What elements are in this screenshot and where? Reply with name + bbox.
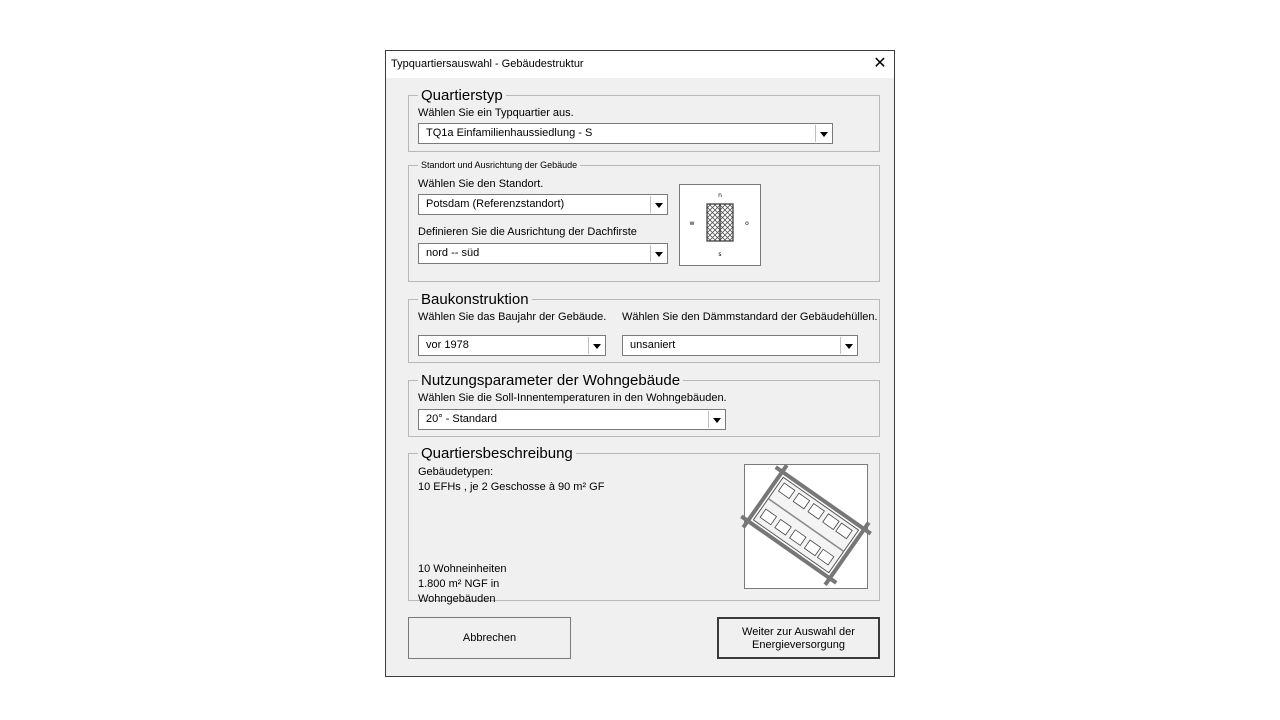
- insulation-select-value: unsaniert: [630, 339, 676, 351]
- quartierstyp-legend: Quartierstyp: [421, 87, 503, 104]
- year-select[interactable]: [418, 335, 606, 356]
- types-text: 10 EFHs , je 2 Geschosse à 90 m² GF: [418, 481, 605, 493]
- year-label: Wählen Sie das Baujahr der Gebäude.: [418, 311, 607, 323]
- units-text: 10 Wohneinheiten: [418, 563, 507, 575]
- cancel-button[interactable]: [408, 617, 571, 659]
- insulation-label: Wählen Sie den Dämmstandard der Gebäudehüllen.: [622, 311, 878, 323]
- cancel-button-label: Abbrechen: [462, 632, 517, 644]
- types-heading: Gebäudetypen:: [418, 466, 494, 478]
- description-text: [418, 465, 618, 605]
- chevron-down-icon[interactable]: [840, 337, 856, 354]
- location-label: Wählen Sie den Standort.: [418, 178, 544, 190]
- baukonstruktion-legend: Baukonstruktion: [421, 291, 529, 308]
- roof-orientation-icon: [680, 185, 760, 265]
- quarter-layout-image: [744, 464, 868, 589]
- compass-w: w: [689, 220, 695, 227]
- orientation-compass-image: [679, 184, 761, 266]
- orientation-select-value: nord -- süd: [426, 247, 480, 259]
- standort-legend: Standort und Ausrichtung der Gebäude: [421, 160, 578, 170]
- next-button-line1: Weiter zur Auswahl der: [742, 626, 855, 638]
- chevron-down-icon[interactable]: [588, 337, 604, 354]
- chevron-down-icon[interactable]: [815, 125, 831, 142]
- dialog-title: Typquartiersauswahl - Gebäudestruktur: [391, 58, 584, 70]
- next-button[interactable]: [717, 617, 880, 659]
- close-icon[interactable]: ✕: [873, 55, 887, 72]
- title-bar: [386, 51, 894, 78]
- compass-o: o: [745, 220, 749, 227]
- location-select[interactable]: [418, 194, 668, 215]
- quartierstyp-select-value: TQ1a Einfamilienhaussiedlung - S: [426, 127, 593, 139]
- year-select-value: vor 1978: [426, 339, 469, 351]
- temp-label: Wählen Sie die Soll-Innentemperaturen in den Wohngebäuden.: [418, 392, 727, 404]
- orientation-select[interactable]: [418, 243, 668, 264]
- temperature-select[interactable]: [418, 409, 726, 430]
- area-line1: 1.800 m² NGF in: [418, 578, 500, 590]
- chevron-down-icon[interactable]: [708, 411, 724, 428]
- chevron-down-icon[interactable]: [650, 245, 666, 262]
- dialog-window: [385, 50, 895, 677]
- compass-n: n: [718, 192, 722, 199]
- temperature-select-value: 20° - Standard: [426, 413, 498, 425]
- area-line2: Wohngebäuden: [418, 593, 496, 605]
- beschreibung-legend: Quartiersbeschreibung: [421, 445, 573, 462]
- chevron-down-icon[interactable]: [650, 196, 666, 213]
- nutzung-legend: Nutzungsparameter der Wohngebäude: [421, 372, 681, 389]
- site-plan-icon: [745, 465, 867, 588]
- next-button-line2: Energieversorgung: [752, 639, 845, 651]
- quartierstyp-instruction: Wählen Sie ein Typquartier aus.: [418, 107, 574, 119]
- quartierstyp-select[interactable]: [418, 123, 833, 144]
- insulation-select[interactable]: [622, 335, 858, 356]
- compass-s: s: [718, 251, 722, 258]
- orientation-label: Definieren Sie die Ausrichtung der Dachfirste: [418, 226, 637, 238]
- location-select-value: Potsdam (Referenzstandort): [426, 198, 565, 210]
